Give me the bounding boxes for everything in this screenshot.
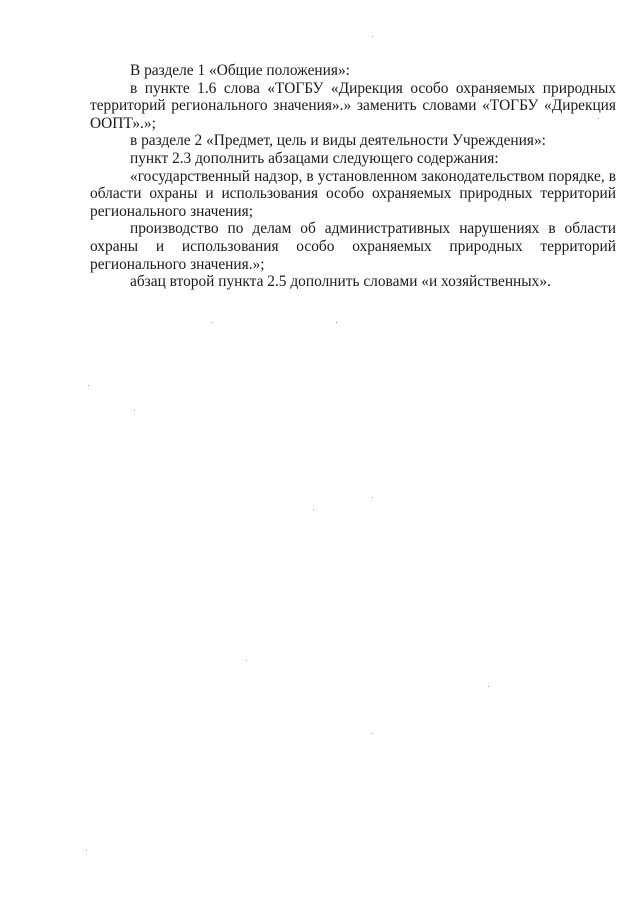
- scan-speck: [372, 497, 373, 498]
- paragraph-administrative-proceedings: производство по делам об административных нарушениях в области охраны и использования особо охраняемых природных территорий регионального значения.»;: [90, 220, 616, 273]
- scan-speck: [336, 322, 337, 323]
- scan-speck: [313, 509, 314, 510]
- paragraph-point-1-6: в пункте 1.6 слова «ТОГБУ «Дирекция особо охраняемых природных территорий регионального значения».» заменить словами «ТОГБУ «Дирекция ООПТ».»;: [90, 79, 616, 132]
- scan-speck: [246, 660, 247, 661]
- scan-speck: [211, 322, 212, 323]
- paragraph-state-supervision: «государственный надзор, в установленном законодательством порядке, в области охраны и использования особо охраняемых природных территорий регионального значения;: [90, 167, 616, 220]
- scan-speck: [88, 385, 89, 386]
- paragraph-point-2-5: абзац второй пункта 2.5 дополнить словами «и хозяйственных».: [130, 273, 551, 291]
- document-body: [90, 62, 616, 291]
- paragraph-section-1-heading: В разделе 1 «Общие положения»:: [130, 62, 350, 79]
- scan-speck: [488, 686, 489, 687]
- scan-speck: [86, 850, 87, 851]
- paragraph-point-2-3: пункт 2.3 дополнить абзацами следующего содержания:: [130, 149, 499, 167]
- paragraph-section-2-heading: в разделе 2 «Предмет, цель и виды деятельности Учреждения»:: [130, 132, 546, 150]
- scan-speck: [372, 36, 373, 37]
- scan-speck: [598, 118, 599, 119]
- scan-speck: [134, 410, 135, 411]
- scan-speck: [372, 733, 373, 734]
